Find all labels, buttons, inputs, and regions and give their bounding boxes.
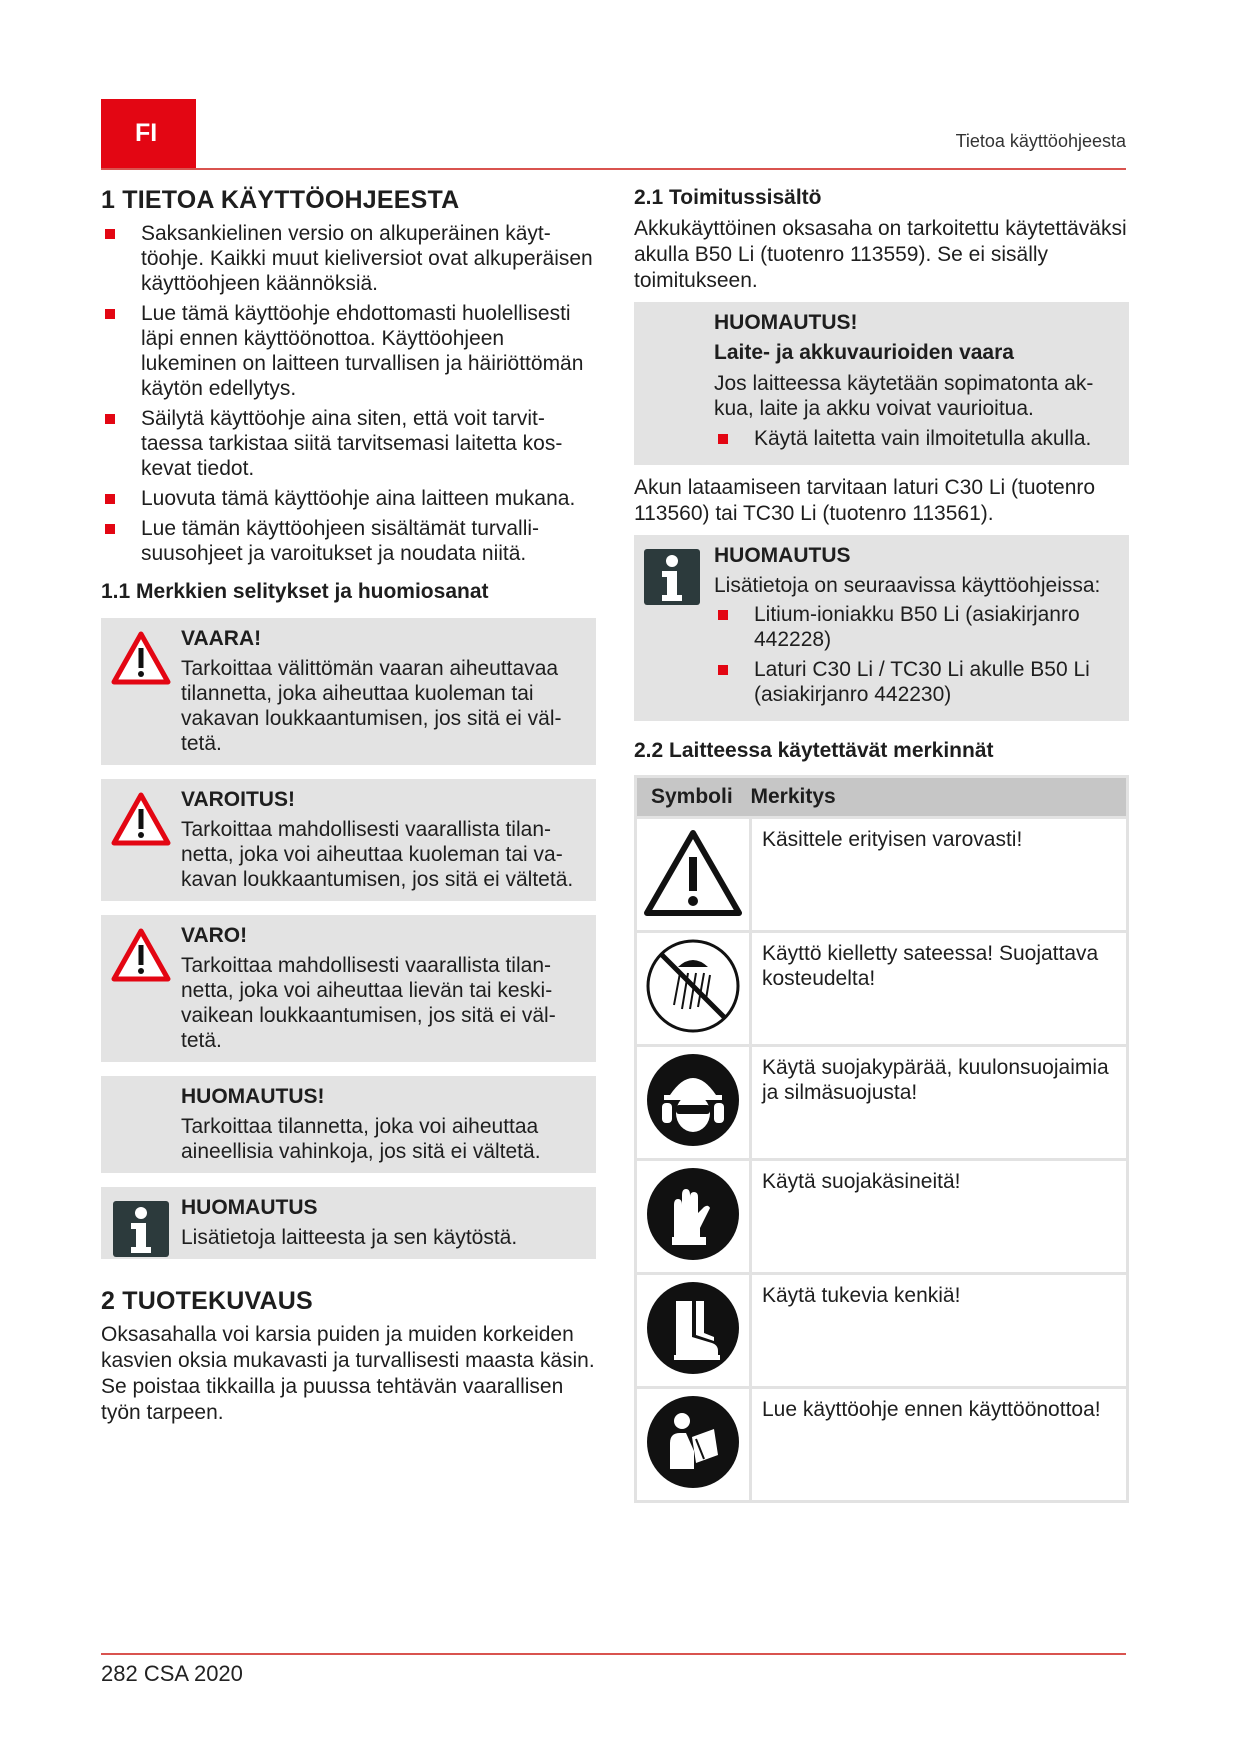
table-header: Merkitys [751, 777, 1128, 818]
table-cell: Käytä suojakypärää, kuulonsuojaimia ja silmäsuojusta! [751, 1046, 1128, 1160]
table-header: Symboli [636, 777, 751, 818]
table-row [636, 1388, 1128, 1502]
section-2-1-title: 2.1 Toimitussisältö [634, 186, 822, 209]
table-cell: Käytä suojakäsineitä! [751, 1160, 1128, 1274]
symbol-table [634, 775, 1129, 1503]
section-1-1-title: 1.1 Merkkien selitykset ja huomiosanat [101, 580, 489, 603]
table-header-row [636, 777, 1128, 818]
list-item: Lue tämä käyttöohje ehdottomasti huolellisesti läpi ennen käyttöönottoa. Käyttöohjeen lukeminen on laitteen turvallisen ja häiriöttömän käytön edellytys. [101, 301, 596, 401]
section-2-title: 2 TUOTEKUVAUS [101, 1287, 313, 1315]
warning-triangle-icon [111, 630, 171, 692]
right-column [634, 186, 1129, 1503]
boots-icon [644, 1279, 742, 1377]
box-title: VAARA! [181, 627, 262, 650]
table-cell: Käyttö kielletty sateessa! Suojattava kosteudelta! [751, 932, 1128, 1046]
box-text: Jos laitteessa käytetään sopimatonta akkua, laite ja akku voivat vaurioitua. [714, 372, 1094, 420]
warning-triangle-icon [643, 827, 743, 917]
delivery-paragraph: Akkukäyttöinen oksasaha on tarkoitettu käytettäväksi akulla B50 Li (tuotenro 113559). Se ei sisälly toimitukseen. [634, 217, 1127, 292]
footer-divider [101, 1653, 1126, 1655]
warning-triangle-icon [111, 927, 171, 989]
page-footer: 282 CSA 2020 [101, 1661, 243, 1686]
info-icon [113, 1201, 169, 1263]
running-header: Tietoa käyttöohjeesta [955, 131, 1126, 151]
box-list [714, 602, 1121, 707]
table-cell: Käytä tukevia kenkiä! [751, 1274, 1128, 1388]
warning-box [101, 779, 596, 901]
box-text: Tarkoittaa mahdollisesti vaarallista tilannetta, joka voi aiheuttaa kuoleman tai vakavan loukkaantumisen, jos sitä ei vältetä. [181, 818, 574, 891]
info-box-references [634, 535, 1129, 721]
box-title: VAROITUS! [181, 788, 295, 811]
box-title: VARO! [181, 924, 248, 947]
warning-triangle-icon [111, 791, 171, 853]
box-text: Lisätietoja on seuraavissa käyttöohjeissa: [714, 574, 1101, 597]
section-1-title: 1 TIETOA KÄYTTÖOHJEESTA [101, 186, 460, 214]
box-title: HUOMAUTUS [181, 1196, 318, 1219]
table-row [636, 932, 1128, 1046]
table-row [636, 818, 1128, 932]
info-icon [644, 549, 700, 611]
box-text: Tarkoittaa mahdollisesti vaarallista tilannetta, joka voi aiheuttaa lievän tai keskivaikean loukkaantumisen, jos sitä ei vältetä. [181, 954, 556, 1052]
charger-paragraph: Akun lataamiseen tarvitaan laturi C30 Li (tuotenro 113560) tai TC30 Li (tuotenro 113561). [634, 476, 1096, 525]
section-2-2-title: 2.2 Laitteessa käytettävät merkinnät [634, 739, 994, 762]
notice-box-damage [634, 302, 1129, 465]
helmet-ear-eye-protection-icon [644, 1051, 742, 1149]
table-cell: Käsittele erityisen varovasti! [751, 818, 1128, 932]
danger-box [101, 618, 596, 765]
table-row [636, 1274, 1128, 1388]
table-row [636, 1160, 1128, 1274]
gloves-icon [644, 1165, 742, 1263]
table-cell: Lue käyttöohje ennen käyttöönottoa! [751, 1388, 1128, 1502]
product-description: Oksasahalla voi karsia puiden ja muiden korkeiden kasvien oksia mukavasti ja turvallisesti maasta käsin. Se poistaa tikkailla ja puussa tehtävän vaarallisen työn tarpeen. [101, 1323, 595, 1424]
list-item: Laturi C30 Li / TC30 Li akulle B50 Li (asiakirjanro 442230) [714, 657, 1121, 707]
read-manual-icon [644, 1393, 742, 1491]
section-1-list [101, 221, 596, 566]
box-text: Tarkoittaa tilannetta, joka voi aiheuttaa aineellisia vahinkoja, jos sitä ei vältetä. [181, 1115, 541, 1163]
box-list [714, 426, 1121, 451]
list-item: Käytä laitetta vain ilmoitetulla akulla. [714, 426, 1121, 451]
caution-box [101, 915, 596, 1062]
table-row [636, 1046, 1128, 1160]
no-rain-icon [644, 937, 742, 1035]
list-item: Saksankielinen versio on alkuperäinen käyttöohje. Kaikki muut kieliversiot ovat alkuperäisen käyttöohjeen käännöksiä. [101, 221, 596, 296]
list-item: Litium-ioniakku B50 Li (asiakirjanro 442228) [714, 602, 1121, 652]
info-box [101, 1187, 596, 1259]
notice-box [101, 1076, 596, 1173]
box-title: HUOMAUTUS! [181, 1085, 325, 1108]
list-item: Lue tämän käyttöohjeen sisältämät turvallisuusohjeet ja varoitukset ja noudata niitä. [101, 516, 596, 566]
box-text: Tarkoittaa välittömän vaaran aiheuttavaa tilannetta, joka aiheuttaa kuoleman tai vakavan loukkaantumisen, jos sitä ei vältetä. [181, 657, 562, 755]
header-divider [101, 168, 1126, 170]
left-column [101, 186, 596, 1434]
box-title: HUOMAUTUS [714, 544, 851, 567]
box-title: HUOMAUTUS! [714, 311, 858, 334]
box-subtitle: Laite- ja akkuvaurioiden vaara [714, 341, 1014, 364]
list-item: Luovuta tämä käyttöohje aina laitteen mukana. [101, 486, 596, 511]
language-tab: FI [101, 99, 196, 169]
list-item: Säilytä käyttöohje aina siten, että voit tarvittaessa tarkistaa siitä tarvitsemasi laitetta koskevat tiedot. [101, 406, 596, 481]
box-text: Lisätietoja laitteesta ja sen käytöstä. [181, 1226, 518, 1249]
